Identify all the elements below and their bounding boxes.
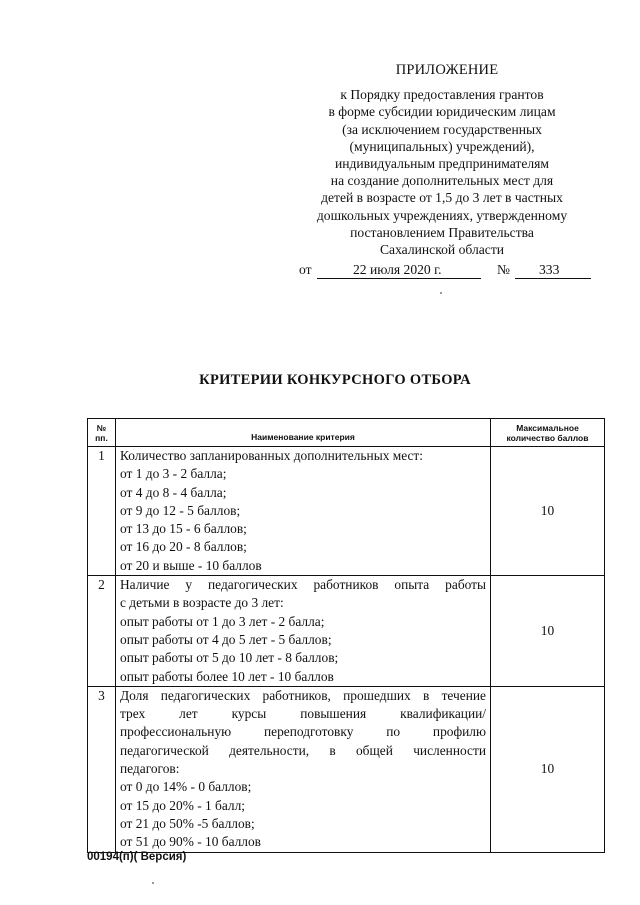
criterion-cell <box>116 686 491 852</box>
scan-speck <box>152 882 154 884</box>
row-number: 1 <box>88 447 116 576</box>
criterion-line: с детьми в возрасте до 3 лет: <box>120 595 284 611</box>
criterion-line: от 13 до 15 - 6 баллов; <box>120 521 247 537</box>
column-header-number <box>88 419 116 447</box>
row-number: 2 <box>88 576 116 687</box>
criterion-line: Наличие у педагогических работников опыта работы <box>120 577 486 593</box>
date-number-line <box>297 262 597 280</box>
max-score: 10 <box>491 447 605 576</box>
table-row <box>88 576 605 687</box>
appendix-line: (за исключением государственных <box>342 121 542 137</box>
criterion-cell <box>116 447 491 576</box>
date-underline <box>317 278 481 279</box>
appendix-line: на создание дополнительных мест для <box>330 173 554 189</box>
from-label: от <box>299 262 312 277</box>
row-number: 3 <box>88 686 116 852</box>
appendix-line: постановлением Правительства <box>350 224 534 240</box>
criterion-line: от 21 до 50% -5 баллов; <box>120 815 255 831</box>
number-label: № <box>497 262 510 277</box>
criterion-line: от 1 до 3 - 2 балла; <box>120 466 227 482</box>
appendix-title: ПРИЛОЖЕНИЕ <box>395 62 499 78</box>
criterion-line: трех лет курсы повышения квалификации/ <box>120 706 486 722</box>
column-header-number-line: № <box>96 423 107 433</box>
criterion-line: от 4 до 8 - 4 балла; <box>120 484 227 500</box>
criterion-line: Доля педагогических работников, прошедших в течение <box>120 687 486 703</box>
appendix-line: Сахалинской области <box>379 242 505 258</box>
scan-speck <box>440 292 442 294</box>
max-score: 10 <box>491 686 605 852</box>
criterion-line: от 51 до 90% - 10 баллов <box>120 834 262 850</box>
column-header-number-line: пп. <box>95 433 108 443</box>
document-number: 333 <box>539 262 560 277</box>
criterion-cell <box>116 576 491 687</box>
criterion-line: профессиональную переподготовку по профилю <box>120 724 486 740</box>
table-row <box>88 686 605 852</box>
document-code: 00194(п)( Версия) <box>87 851 187 863</box>
criterion-line: от 9 до 12 - 5 баллов; <box>120 502 241 518</box>
appendix-line: к Порядку предоставления грантов <box>340 87 544 103</box>
criterion-line: опыт работы от 1 до 3 лет - 2 балла; <box>120 613 325 629</box>
appendix-line: (муниципальных) учреждений), <box>349 138 535 154</box>
max-score: 10 <box>491 576 605 687</box>
table-row <box>88 447 605 576</box>
number-underline <box>515 278 591 279</box>
appendix-line: дошкольных учреждениях, утвержденному <box>316 207 568 223</box>
appendix-line: индивидуальным предпринимателям <box>334 156 550 172</box>
criterion-line: опыт работы от 5 до 10 лет - 8 баллов; <box>120 650 339 666</box>
appendix-line: в форме субсидии юридическим лицам <box>328 104 556 120</box>
criterion-line: от 16 до 20 - 8 баллов; <box>120 539 247 555</box>
table-header-row <box>88 419 605 447</box>
column-header-max: Максимальное количество баллов <box>491 419 605 447</box>
page-title: КРИТЕРИИ КОНКУРСНОГО ОТБОРА <box>199 372 471 388</box>
document-date: 22 июля 2020 г. <box>353 262 442 277</box>
criteria-table <box>87 418 605 853</box>
criterion-line: от 20 и выше - 10 баллов <box>120 557 262 573</box>
appendix-header <box>292 62 592 258</box>
column-header-name: Наименование критерия <box>116 419 491 447</box>
appendix-line: детей в возрасте от 1,5 до 3 лет в частных <box>321 190 563 206</box>
criterion-line: Количество запланированных дополнительных мест: <box>120 448 424 463</box>
criterion-line: педагогов: <box>120 761 180 777</box>
criterion-line: от 15 до 20% - 1 балл; <box>120 797 246 813</box>
criterion-line: педагогической деятельности, в общей численности <box>120 742 486 758</box>
criterion-line: от 0 до 14% - 0 баллов; <box>120 779 252 795</box>
criterion-line: опыт работы более 10 лет - 10 баллов <box>120 668 334 684</box>
criterion-line: опыт работы от 4 до 5 лет - 5 баллов; <box>120 631 332 647</box>
